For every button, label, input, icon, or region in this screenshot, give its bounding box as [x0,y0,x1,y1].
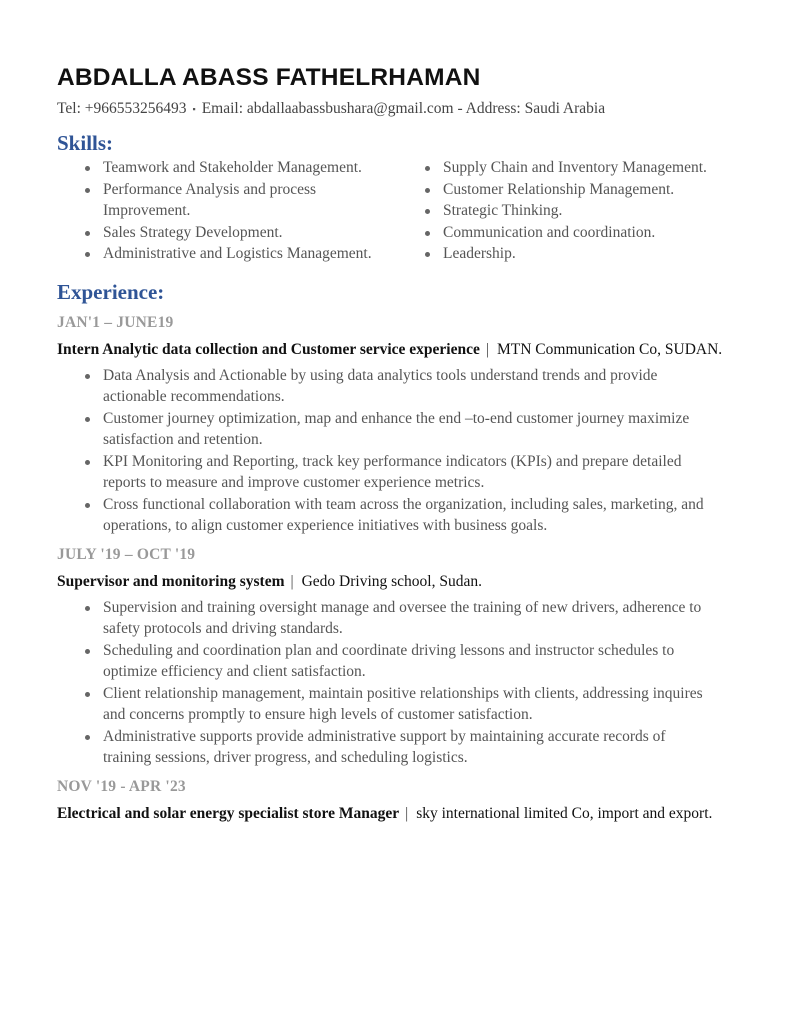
duty-item: Cross functional collaboration with team across the organization, including sales, marketing, and operations, to align customer experience initiatives with business goals. [57,494,737,537]
job-company: MTN Communication Co, SUDAN. [496,340,723,358]
title-divider: | [290,572,294,590]
duty-item: Customer journey optimization, map and enhance the end –to-end customer journey maximize satisfaction and retention. [57,408,737,451]
email-and-address: Email: abdallaabassbushara@gmail.com - Address: Saudi Arabia [201,100,606,117]
experience-heading: Experience: [57,279,165,304]
skills-column-left [57,157,397,265]
skill-item: Customer Relationship Management. [397,179,737,201]
job-title-line [57,339,737,360]
duty-item: Client relationship management, maintain positive relationships with clients, addressing inquires and concerns promptly to ensure high levels of customer satisfaction. [57,683,737,726]
job-duties [57,597,737,769]
skill-item: Supply Chain and Inventory Management. [397,157,737,179]
job-company: Gedo Driving school, Sudan. [301,572,482,590]
job-entry-mtn [57,313,737,537]
skills-list [57,157,737,265]
skills-heading: Skills: [57,131,114,156]
phone-number: Tel: +966553256493 [57,100,187,117]
skill-item: Leadership. [397,243,737,265]
skill-item: Sales Strategy Development. [57,222,397,244]
job-title-line [57,803,737,824]
bullet-separator-icon: ▪ [192,104,196,115]
duty-item: KPI Monitoring and Reporting, track key performance indicators (KPIs) and prepare detailed reports to measure and improve customer experience metrics. [57,451,737,494]
duty-item: Scheduling and coordination plan and coordinate driving lessons and instructor schedules to optimize efficiency and client satisfaction. [57,640,737,683]
job-role: Supervisor and monitoring system [57,572,285,590]
candidate-name: ABDALLA ABASS FATHELRHAMAN [57,64,481,91]
job-date: NOV '19 - APR '23 [57,777,186,795]
job-date: JAN'1 – JUNE19 [57,313,174,331]
duty-item: Data Analysis and Actionable by using data analytics tools understand trends and provide actionable recommendations. [57,365,737,408]
job-entry-sky [57,777,737,824]
skills-column-right [397,157,737,265]
title-divider: | [405,804,409,822]
skill-item: Teamwork and Stakeholder Management. [57,157,397,179]
job-date: JULY '19 – OCT '19 [57,545,196,563]
job-role: Intern Analytic data collection and Customer service experience [57,340,480,358]
job-company: sky international limited Co, import and export. [416,804,713,822]
contact-line [57,98,737,120]
job-entry-gedo [57,545,737,769]
skill-item: Strategic Thinking. [397,200,737,222]
resume-page [57,62,737,824]
skill-item: Administrative and Logistics Management. [57,243,397,265]
duty-item: Supervision and training oversight manage and oversee the training of new drivers, adherence to safety protocols and driving standards. [57,597,737,640]
job-role: Electrical and solar energy specialist store Manager [57,804,400,822]
skill-item: Communication and coordination. [397,222,737,244]
job-title-line [57,571,737,592]
duty-item: Administrative supports provide administrative support by maintaining accurate records of training sessions, driver progress, and scheduling logistics. [57,726,737,769]
skill-item: Performance Analysis and process Improvement. [57,179,397,222]
title-divider: | [485,340,489,358]
job-duties [57,365,737,537]
